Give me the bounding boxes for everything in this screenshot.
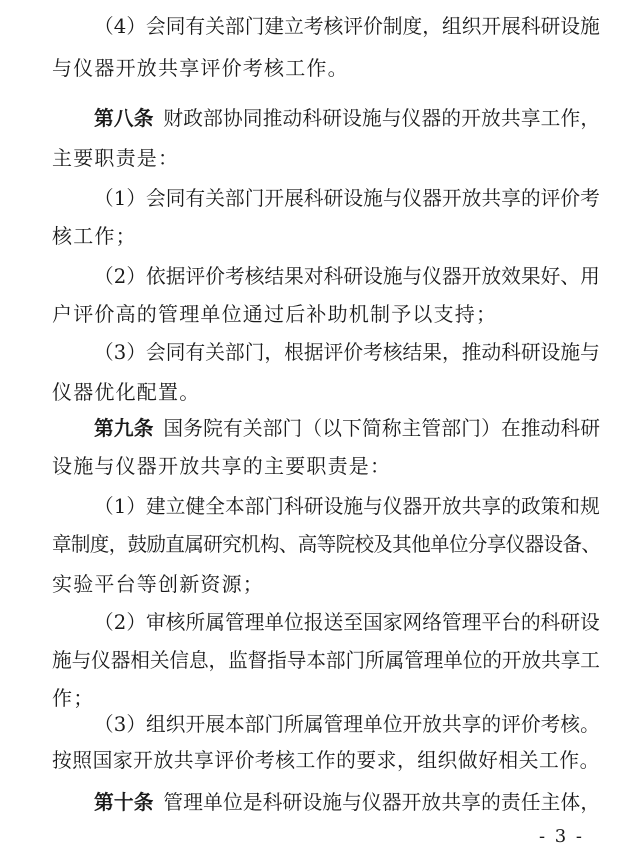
text-line <box>52 532 600 558</box>
line-text: （4）会同有关部门建立考核评价制度，组织开展科研设施 <box>94 14 600 38</box>
article-heading: 第九条 <box>94 416 154 440</box>
line-text: 管理单位是科研设施与仪器开放共享的责任主体， <box>163 790 601 814</box>
line-text: 户评价高的管理单位通过后补助机制予以支持； <box>52 302 498 326</box>
article-heading: 第八条 <box>94 106 154 130</box>
line-text: 按照国家开放共享评价考核工作的要求，组织做好相关工作。 <box>52 748 600 772</box>
text-line <box>52 748 600 774</box>
line-text: （2）审核所属管理单位报送至国家网络管理平台的科研设 <box>94 610 600 634</box>
line-text: （1）建立健全本部门科研设施与仪器开放共享的政策和规 <box>94 494 600 518</box>
line-text: 财政部协同推动科研设施与仪器的开放共享工作， <box>163 106 601 130</box>
text-line <box>94 340 600 366</box>
text-line <box>52 686 94 712</box>
text-line <box>94 712 600 738</box>
line-text: （2）依据评价考核结果对科研设施与仪器开放效果好、用 <box>94 264 600 288</box>
text-line <box>94 106 600 132</box>
line-text: 作； <box>52 686 95 710</box>
line-text: 与仪器开放共享评价考核工作。 <box>52 56 349 80</box>
page-number: - 3 - <box>538 826 584 847</box>
line-text: 主要职责是： <box>52 146 180 170</box>
text-line <box>52 56 349 82</box>
line-text: （3）会同有关部门，根据评价考核结果，推动科研设施与 <box>94 340 600 364</box>
line-text: 设施与仪器开放共享的主要职责是： <box>52 454 392 478</box>
line-text: 实验平台等创新资源； <box>52 572 264 596</box>
line-text: （1）会同有关部门开展科研设施与仪器开放共享的评价考 <box>94 186 600 210</box>
line-text: 仪器优化配置。 <box>52 380 201 404</box>
text-line <box>94 416 600 442</box>
line-text: 施与仪器相关信息，监督指导本部门所属管理单位的开放共享工 <box>52 648 600 672</box>
text-line <box>52 380 200 406</box>
text-line <box>94 494 600 520</box>
text-line <box>52 302 497 328</box>
text-line <box>94 790 600 816</box>
line-text: 核工作； <box>52 224 137 248</box>
text-line <box>94 186 600 212</box>
text-line <box>94 610 600 636</box>
line-text: 国务院有关部门（以下简称主管部门）在推动科研 <box>163 416 601 440</box>
text-line <box>52 146 179 172</box>
text-line <box>52 572 264 598</box>
article-heading: 第十条 <box>94 790 154 814</box>
text-line <box>94 264 600 290</box>
text-line <box>52 648 600 674</box>
text-line <box>52 224 137 250</box>
line-text: （3）组织开展本部门所属管理单位开放共享的评价考核。 <box>94 712 600 736</box>
line-text: 章制度，鼓励直属研究机构、高等院校及其他单位分享仪器设备、 <box>52 532 601 556</box>
text-line <box>52 454 391 480</box>
text-line <box>94 14 600 40</box>
